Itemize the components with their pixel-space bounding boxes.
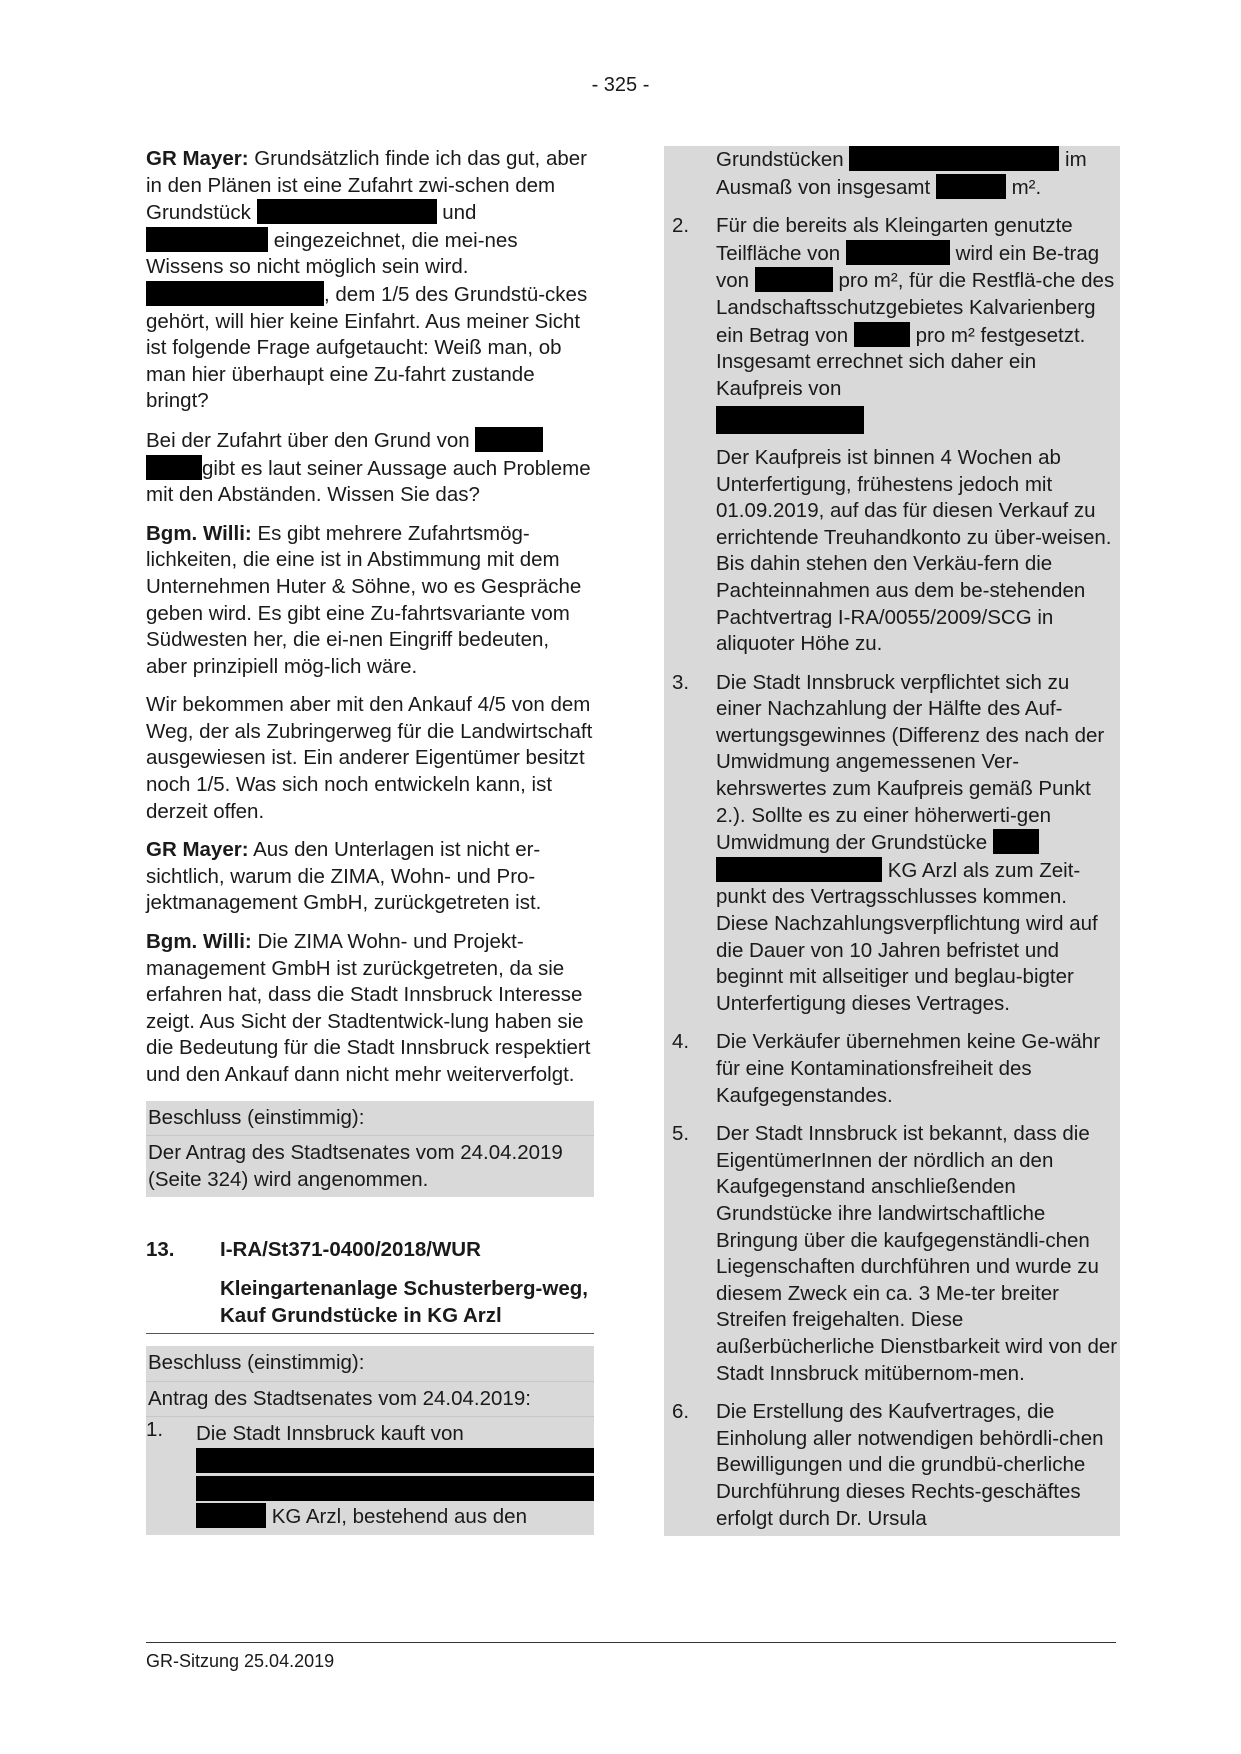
- speaker-label: Bgm. Willi:: [146, 930, 252, 954]
- motion-item-1-cont: [666, 146, 1118, 201]
- agenda-title: Kleingartenanlage Schusterberg-weg, Kauf Grundstücke in KG Arzl: [146, 1276, 594, 1334]
- redaction: [146, 455, 202, 480]
- motion-item-2: [666, 213, 1118, 658]
- text: eingezeichnet, die mei-nes Wissens so nicht möglich sein wird.: [146, 228, 518, 279]
- text: pro m² festgesetzt. Insgesamt errechnet sich daher ein Kaufpreis von: [716, 323, 1086, 400]
- left-column: [146, 146, 594, 1535]
- item-number: 4.: [672, 1030, 690, 1054]
- motion-text: Antrag des Stadtsenates vom 24.04.2019:: [146, 1381, 594, 1417]
- text: im: [1065, 148, 1087, 171]
- text: Es gibt mehrere Zufahrtsmög-lichkeiten, die eine ist in Abstimmung mit dem Unternehmen Huter & Söhne, wo es Gespräche geben wird. Es gibt eine Zu-fahrtsvariante vom Südwesten her, die ei-nen Eingriff bedeuten, aber prinzipiell mög-lich wäre.: [146, 521, 582, 678]
- text: Die Verkäufer übernehmen keine Ge-währ für eine Kontaminationsfreiheit des Kaufgegenstandes.: [716, 1030, 1101, 1107]
- motion-item-5: [666, 1121, 1118, 1387]
- text: Grundsätzlich finde ich das gut, aber in den Plänen ist eine Zufahrt zwi-schen dem Grundstück: [146, 147, 587, 225]
- redaction: [854, 322, 910, 347]
- resolution-text: Der Antrag des Stadtsenates vom 24.04.2019 (Seite 324) wird angenommen.: [146, 1135, 594, 1197]
- resolution-label: Beschluss (einstimmig):: [148, 1351, 365, 1375]
- footer-text: GR-Sitzung 25.04.2019: [146, 1651, 335, 1671]
- item-number: 3.: [672, 670, 690, 694]
- redaction: [993, 829, 1039, 854]
- motion-item-6: [666, 1399, 1118, 1532]
- paragraph-mayer-3: [146, 837, 594, 917]
- text: m².: [1011, 175, 1042, 199]
- text: gibt es laut seiner Aussage auch Probleme mit den Abständen. Wissen Sie das?: [146, 456, 591, 507]
- text: , dem 1/5 des Grundstü-ckes gehört, will hier keine Einfahrt. Aus meiner Sicht ist folgende Frage aufgetaucht: Weiß man, ob man hier überhaupt eine Zu-fahrt zustande bringt?: [146, 282, 588, 413]
- text: Bei der Zufahrt über den Grund von: [146, 428, 470, 452]
- page-number: - 325 -: [591, 74, 650, 96]
- motion-item-1: [146, 1416, 594, 1534]
- item-number: 5.: [672, 1122, 690, 1146]
- motion-item-4: [666, 1029, 1118, 1109]
- redaction: [146, 227, 268, 252]
- footer-divider: [146, 1642, 1116, 1643]
- text: Der Kaufpreis ist binnen 4 Wochen ab Unterfertigung, frühestens jedoch mit 01.09.2019, auf das für diesen Verkauf zu errichtende Treuhandkonto zu über-weisen. Bis dahin stehen den Verkäu-fern die Pachteinnahmen aus dem be-stehenden Pachtvertrag I-RA/0055/2009/SCG in aliquoter Höhe zu.: [716, 445, 1112, 656]
- resolution-box-1: [146, 1101, 594, 1198]
- item-number: 6.: [672, 1400, 690, 1424]
- text: KG Arzl als zum Zeit-punkt des Vertragsschlusses kommen. Diese Nachzahlungsverpflichtung wird auf die Dauer von 10 Jahren befristet und beginnt mit allseitiger und beglau-bigter Unterfertigung dieses Vertrages.: [716, 858, 1098, 1015]
- text: pro m², für die Restflä-che des Landschaftsschutzgebietes Kalvarienberg ein Betrag von: [716, 269, 1115, 347]
- right-column: [664, 146, 1120, 1536]
- text: Die ZIMA Wohn- und Projekt-management GmbH ist zurückgetreten, da sie erfahren hat, dass die Stadt Innsbruck Interesse zeigt. Aus Sicht der Stadtentwick-lung haben sie die Bedeutung für die Stadt Innsbruck respektiert und den Ankauf dann nicht mehr weiterverfolgt.: [146, 930, 591, 1086]
- paragraph-willi-3: [146, 929, 594, 1089]
- item-text: Die Stadt Innsbruck kauft von: [196, 1422, 464, 1446]
- text: Die Erstellung des Kaufvertrages, die Einholung aller notwendigen behördli-chen Bewilligungen und die grundbü-cherliche Durchführung dieses Rechts-geschäftes erfolgt durch Dr. Ursula: [716, 1400, 1104, 1530]
- item-number: 1.: [146, 1418, 164, 1442]
- agenda-reference: I-RA/St371-0400/2018/WUR: [220, 1238, 481, 1262]
- text: Der Stadt Innsbruck ist bekannt, dass die EigentümerInnen der nördlich an den Kaufgegenstand anschließenden Grundstücke ihre landwirtschaftliche Bringung über die kaufgegenständli-chen Liegenschaften durchführen und wurde zu diesem Zweck ein ca. 3 Me-ter breiter Streifen freigehalten. Diese außerbücherliche Dienstbarkeit wird von der Stadt Innsbruck mitübernom-men.: [716, 1122, 1118, 1385]
- redaction: [196, 1476, 594, 1501]
- resolution-box-2: [146, 1346, 594, 1535]
- text: Grundstücken: [716, 148, 844, 171]
- redaction: [196, 1503, 266, 1528]
- resolution-label: Beschluss (einstimmig):: [148, 1105, 365, 1129]
- text: und: [442, 201, 477, 225]
- redaction: [146, 281, 324, 306]
- text: Ausmaß von insgesamt: [716, 175, 931, 199]
- redaction: [849, 146, 1059, 171]
- text: Aus den Unterlagen ist nicht er-sichtlich, warum die ZIMA, Wohn- und Pro-jektmanagement GmbH, zurückgetreten ist.: [146, 838, 542, 915]
- speaker-label: Bgm. Willi:: [146, 521, 252, 545]
- agenda-item-header: [146, 1237, 594, 1264]
- motion-item-3: [666, 670, 1118, 1018]
- speaker-label: GR Mayer:: [146, 147, 249, 170]
- text: Die Stadt Innsbruck verpflichtet sich zu einer Nachzahlung der Hälfte des Auf-wertungsgewinnes (Differenz des nach der Umwidmung angemessenen Ver-kehrswertes zum Kaufpreis gemäß Punkt 2.). Sollte es zu einer höherwerti-gen Umwidmung der Grundstücke: [716, 670, 1105, 855]
- item-number: 2.: [672, 214, 690, 238]
- text: Für die bereits als Kleingarten genutzte Teilfläche von: [716, 214, 1073, 265]
- redaction: [716, 406, 864, 434]
- redaction: [755, 267, 833, 292]
- redaction: [196, 1448, 594, 1473]
- paragraph-willi-2: Wir bekommen aber mit den Ankauf 4/5 von dem Weg, der als Zubringerweg für die Landwirtschaft ausgewiesen ist. Ein anderer Eigentümer besitzt noch 1/5. Was sich noch entwickeln kann, ist derzeit offen.: [146, 693, 593, 823]
- redaction: [257, 199, 437, 224]
- paragraph-mayer-1: [146, 146, 594, 415]
- paragraph-willi-1: [146, 521, 594, 681]
- speaker-label: GR Mayer:: [146, 838, 249, 862]
- redaction: [716, 857, 882, 882]
- paragraph-mayer-2: [146, 427, 594, 509]
- text: wird ein Be-trag von: [716, 241, 1100, 293]
- redaction: [846, 240, 950, 265]
- redaction: [475, 427, 543, 452]
- redaction: [936, 174, 1006, 199]
- item-text-end: KG Arzl, bestehend aus den: [271, 1505, 527, 1529]
- agenda-number: 13.: [146, 1238, 175, 1262]
